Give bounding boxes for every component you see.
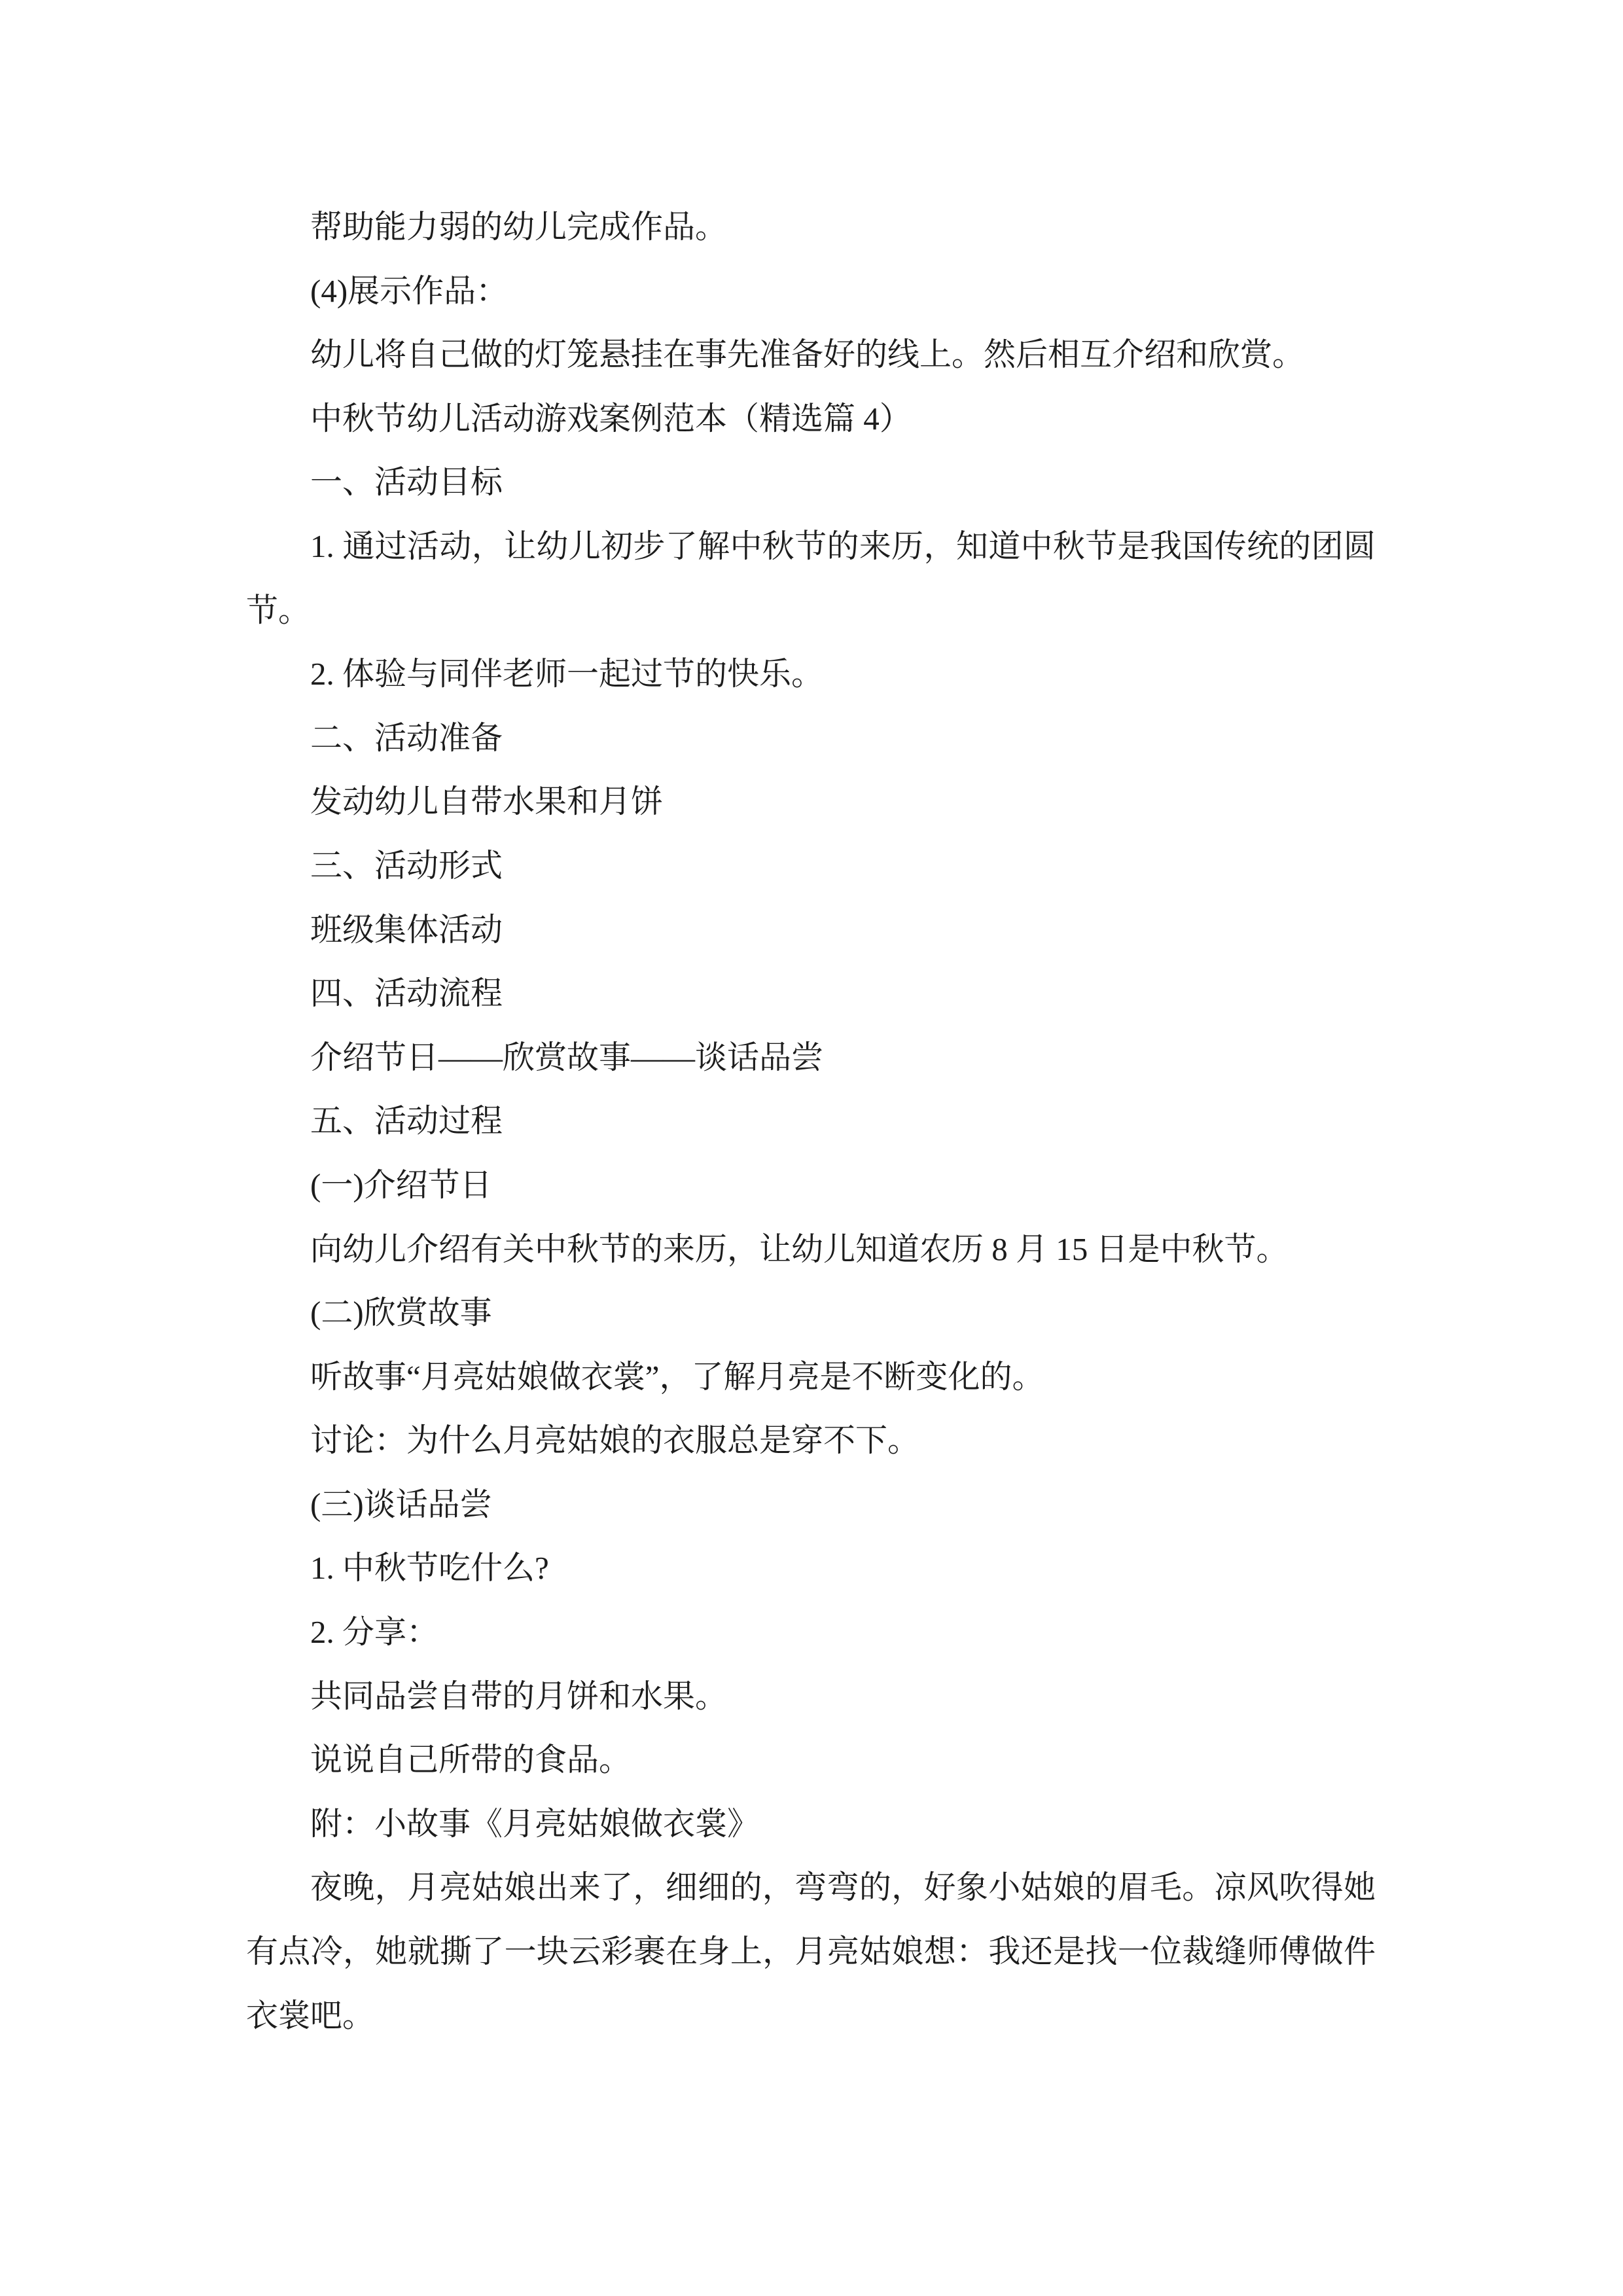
body-paragraph	[246, 1026, 1376, 1090]
subsection-heading	[246, 1473, 1376, 1537]
body-paragraph	[246, 1217, 1376, 1282]
section-heading	[246, 450, 1376, 514]
text-line: 二、活动准备	[310, 719, 503, 756]
subsection-heading	[246, 259, 1376, 323]
list-item	[246, 1600, 1376, 1664]
body-paragraph	[246, 770, 1376, 834]
text-line: 帮助能力弱的幼儿完成作品。	[310, 209, 728, 245]
list-item	[246, 642, 1376, 706]
section-heading	[246, 1089, 1376, 1153]
text-line: 介绍节日——欣赏故事——谈话品尝	[310, 1039, 824, 1075]
text-line: 五、活动过程	[310, 1103, 503, 1139]
body-paragraph	[246, 1345, 1376, 1409]
text-line: 衣裳吧。	[246, 1997, 375, 2034]
text-line: 有点冷，她就撕了一块云彩裹在身上，月亮姑娘想：我还是找一位裁缝师傅做件	[246, 1933, 1376, 1970]
subsection-heading	[246, 1153, 1376, 1217]
body-paragraph	[246, 898, 1376, 962]
article-title	[246, 387, 1376, 451]
text-line: 1. 通过活动，让幼儿初步了解中秋节的来历，知道中秋节是我国传统的团圆	[310, 528, 1376, 564]
section-heading	[246, 834, 1376, 898]
document-body	[246, 195, 1376, 2047]
text-line: 四、活动流程	[310, 975, 503, 1012]
section-heading	[246, 961, 1376, 1026]
body-paragraph	[246, 1664, 1376, 1729]
text-line: 一、活动目标	[310, 464, 503, 501]
body-paragraph	[246, 1728, 1376, 1792]
text-line: 2. 分享：	[310, 1614, 439, 1651]
text-line: 班级集体活动	[310, 911, 503, 948]
text-line: 共同品尝自带的月饼和水果。	[310, 1677, 728, 1714]
text-line: 三、活动形式	[310, 847, 503, 884]
list-item	[246, 1536, 1376, 1600]
text-line: (三)谈话品尝	[310, 1486, 492, 1522]
text-line: 节。	[246, 592, 311, 628]
body-paragraph	[246, 323, 1376, 387]
text-line: 发动幼儿自带水果和月饼	[310, 783, 664, 820]
text-line: (二)欣赏故事	[310, 1295, 492, 1331]
story-paragraph	[246, 1856, 1376, 2047]
text-line: 听故事“月亮姑娘做衣裳”，了解月亮是不断变化的。	[310, 1358, 1044, 1395]
list-item	[246, 514, 1376, 642]
body-paragraph	[246, 1408, 1376, 1473]
text-line: 向幼儿介绍有关中秋节的来历，让幼儿知道农历 8 月 15 日是中秋节。	[310, 1230, 1289, 1267]
text-line: 幼儿将自己做的灯笼悬挂在事先准备好的线上。然后相互介绍和欣赏。	[310, 336, 1305, 373]
appendix-heading	[246, 1792, 1376, 1856]
text-line: 附：小故事《月亮姑娘做衣裳》	[310, 1805, 760, 1842]
text-line: 2. 体验与同伴老师一起过节的快乐。	[310, 656, 824, 692]
text-line: (一)介绍节日	[310, 1166, 492, 1203]
body-paragraph	[246, 195, 1376, 259]
section-heading	[246, 706, 1376, 770]
text-line: 中秋节幼儿活动游戏案例范本（精选篇 4）	[310, 400, 912, 437]
subsection-heading	[246, 1281, 1376, 1345]
text-line: 说说自己所带的食品。	[310, 1742, 632, 1778]
text-line: 夜晚，月亮姑娘出来了，细细的，弯弯的，好象小姑娘的眉毛。凉风吹得她	[310, 1869, 1376, 1906]
text-line: 讨论：为什么月亮姑娘的衣服总是穿不下。	[310, 1422, 920, 1459]
text-line: (4)展示作品：	[310, 272, 508, 309]
text-line: 1. 中秋节吃什么?	[310, 1550, 549, 1587]
